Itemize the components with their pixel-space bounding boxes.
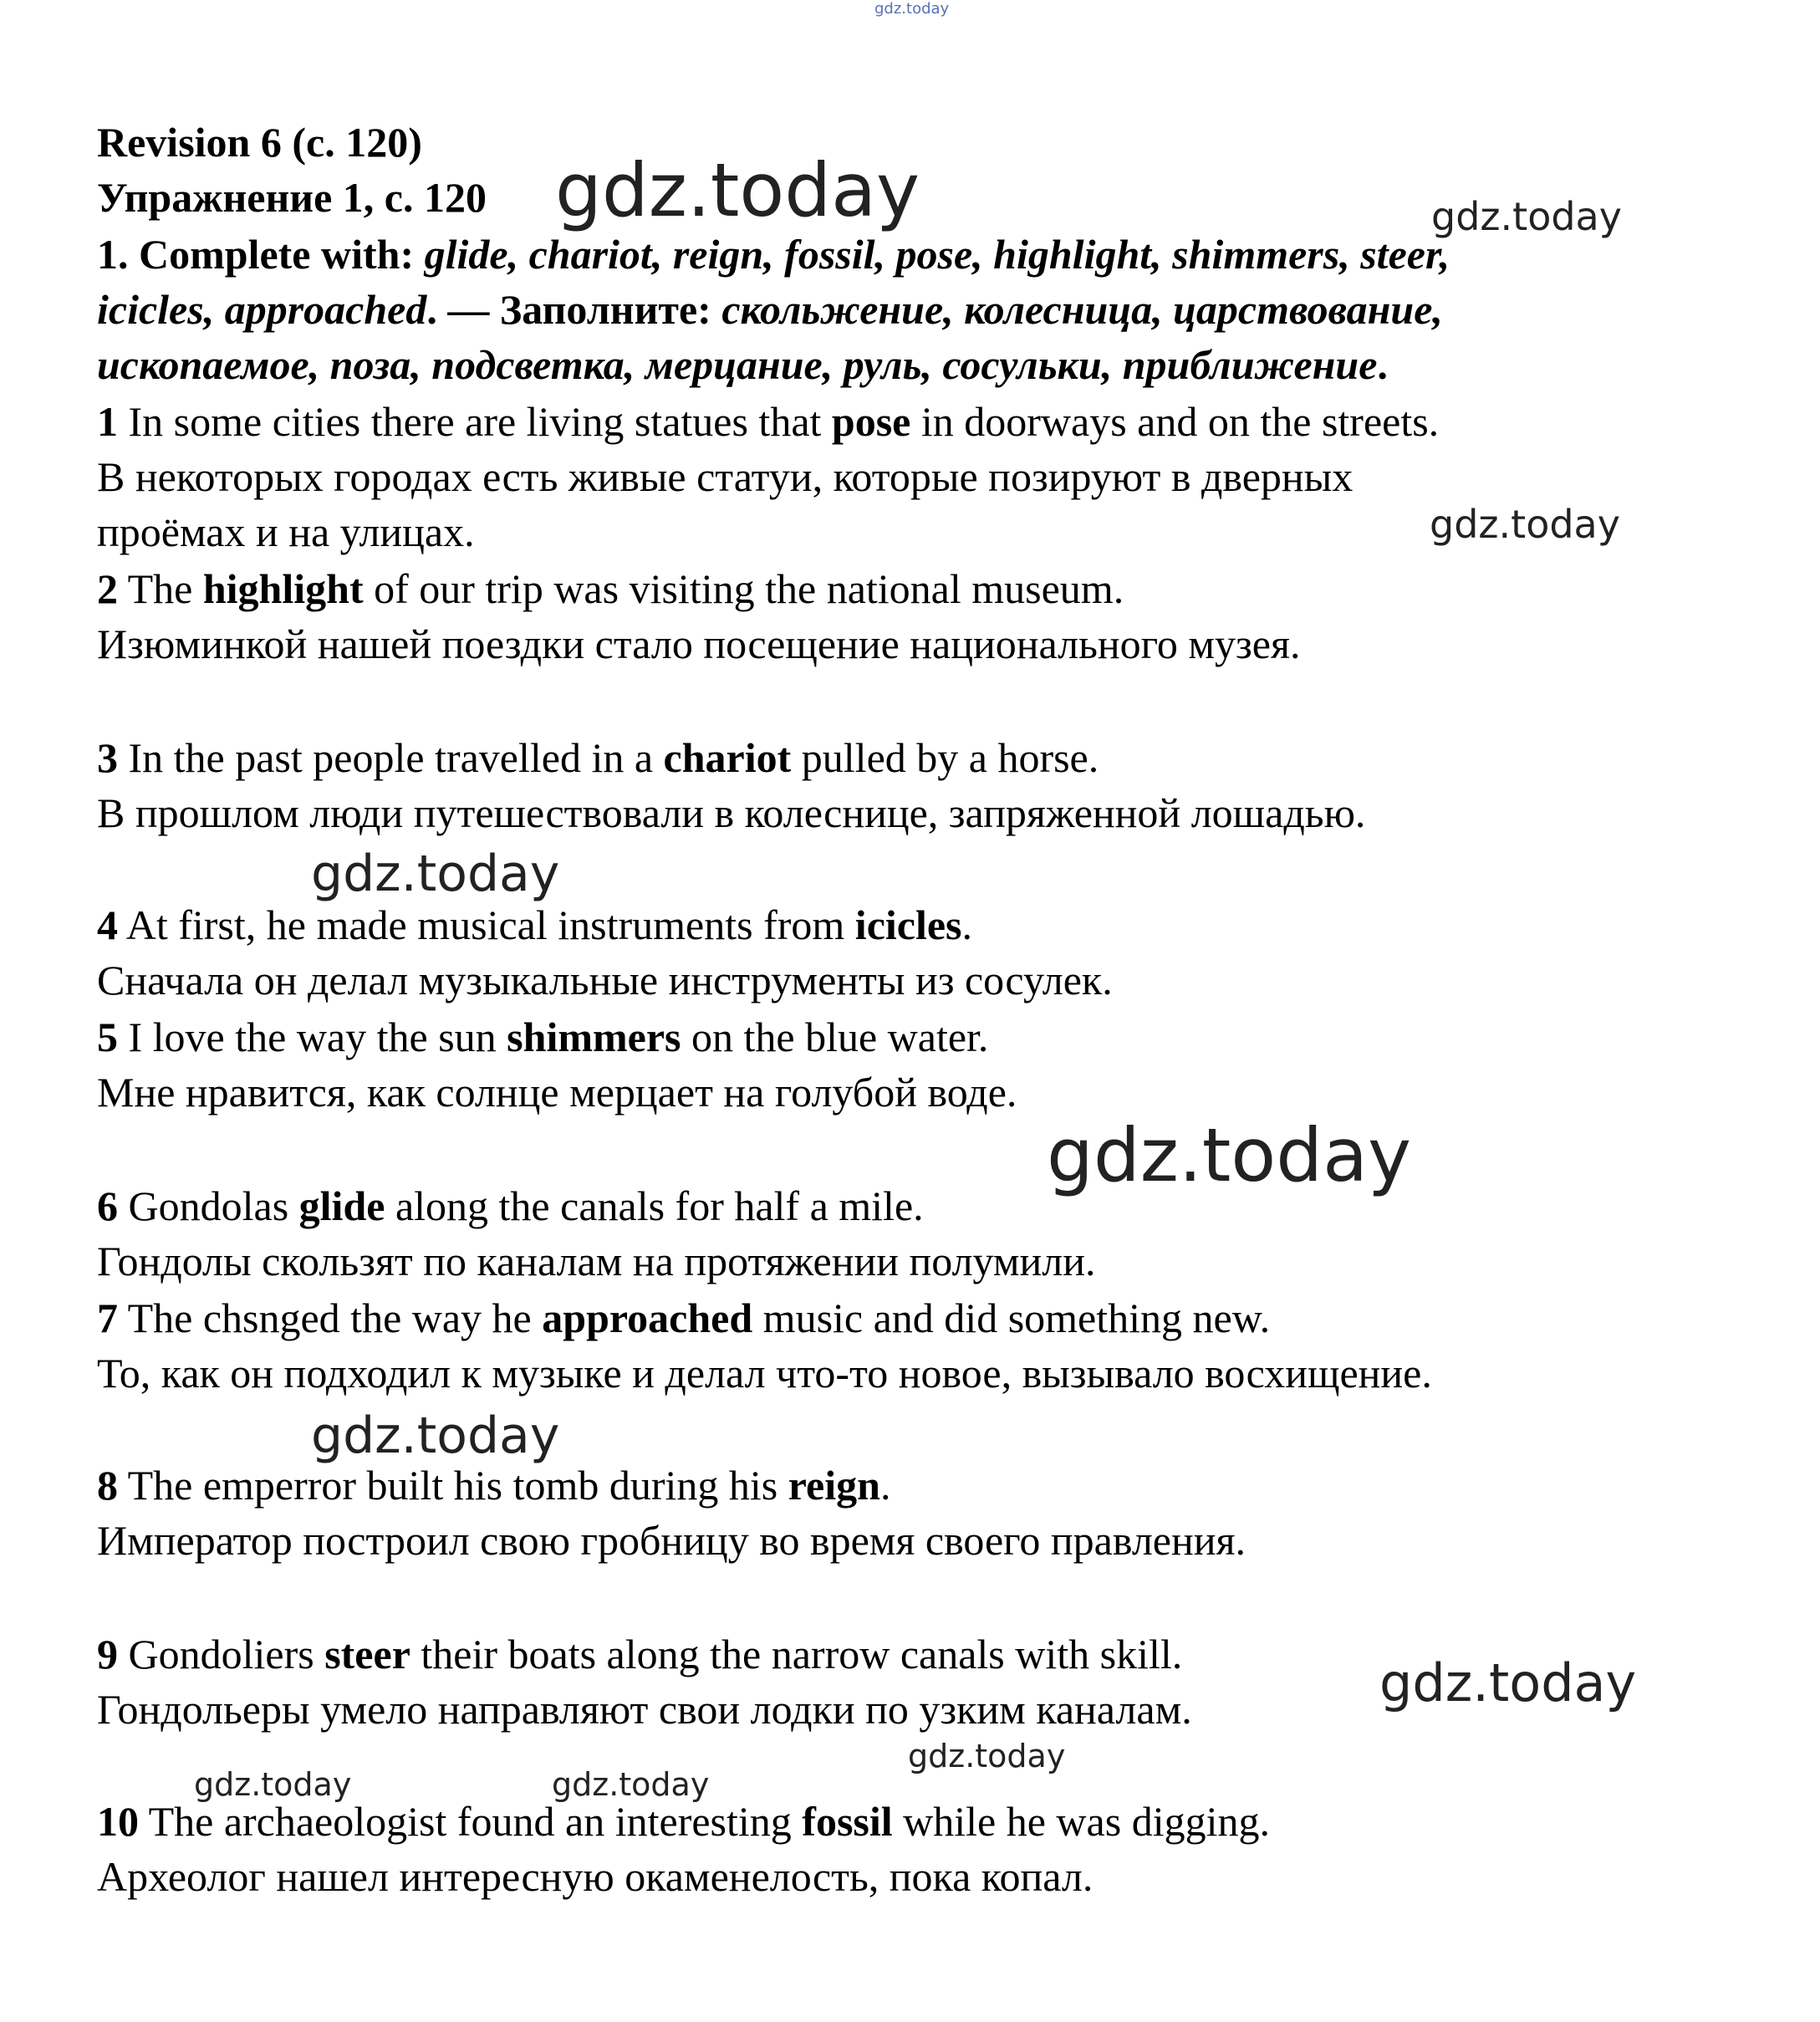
item-7-ru: То, как он подходил к музыке и делал что-то новое, вызывало восхищение.: [97, 1350, 1432, 1397]
answer-word: fossil: [802, 1798, 893, 1845]
item-10-ru: Археолог нашел интересную окаменелость, пока копал.: [97, 1853, 1094, 1900]
answer-word: icicles: [854, 901, 962, 948]
watermark: gdz.today: [908, 1738, 1066, 1774]
item-6-en: [97, 1181, 924, 1231]
item-number: 9: [97, 1631, 118, 1677]
item-3-ru: В прошлом люди путешествовали в колеснице, запряженной лошадью.: [97, 789, 1366, 836]
watermark: gdz.today: [1379, 1652, 1637, 1713]
task-words-ru-1: скольжение, колесница, царствование,: [721, 286, 1443, 333]
watermark: gdz.today: [311, 1407, 560, 1465]
item-10-en: [97, 1796, 1270, 1846]
task-line-3: [97, 340, 1388, 390]
sentence-text: I love the way the sun: [118, 1014, 507, 1060]
sentence-text: music and did something new.: [752, 1294, 1271, 1341]
item-1-ru-cont: проёмах и на улицах.: [97, 508, 475, 555]
item-9-en: [97, 1629, 1182, 1679]
item-number: 5: [97, 1014, 118, 1060]
item-4-ru: Сначала он делал музыкальные инструменты из сосулек.: [97, 957, 1113, 1003]
item-1-ru: В некоторых городах есть живые статуи, которые позируют в дверных: [97, 453, 1354, 500]
sentence-text: Gondolas: [118, 1182, 299, 1229]
answer-word: pose: [831, 398, 911, 445]
sentence-text: At first, he made musical instruments from: [118, 901, 855, 948]
item-number: 2: [97, 565, 118, 612]
task-line-1: [97, 229, 1450, 279]
answer-word: steer: [324, 1631, 410, 1677]
item-number: 10: [97, 1798, 139, 1845]
item-5-en: [97, 1012, 988, 1062]
watermark: gdz.today: [555, 147, 920, 233]
watermark: gdz.today: [194, 1766, 352, 1803]
sentence-text: In the past people travelled in a: [118, 734, 664, 781]
watermark-top: gdz.today: [874, 0, 950, 18]
watermark: gdz.today: [1430, 502, 1620, 547]
item-3-en: [97, 733, 1099, 783]
sentence-text: along the canals for half a mile.: [385, 1182, 924, 1229]
task-end: .: [1377, 341, 1388, 388]
page-title: Revision 6 (с. 120): [97, 119, 422, 166]
answer-word: reign: [788, 1462, 880, 1509]
sentence-text: of our trip was visiting the national museum.: [363, 565, 1124, 612]
item-6-ru: Гондолы скользят по каналам на протяжении полумили.: [97, 1238, 1096, 1284]
item-9-ru: Гондольеры умело направляют свои лодки по узким каналам.: [97, 1686, 1192, 1733]
sentence-text: on the blue water.: [681, 1014, 989, 1060]
answer-word: chariot: [663, 734, 792, 781]
sentence-text: The archaeologist found an interesting: [139, 1798, 803, 1845]
sentence-text: Gondoliers: [118, 1631, 325, 1677]
watermark: gdz.today: [1047, 1112, 1412, 1198]
item-5-ru: Мне нравится, как солнце мерцает на голубой воде.: [97, 1069, 1017, 1116]
answer-word: glide: [298, 1182, 385, 1229]
sentence-text: while he was digging.: [892, 1798, 1270, 1845]
task-line-2: [97, 284, 1443, 334]
item-number: 3: [97, 734, 118, 781]
item-4-en: [97, 900, 972, 950]
exercise-heading: Упражнение 1, с. 120: [97, 174, 487, 221]
sentence-text: .: [961, 901, 973, 948]
sentence-text: The chsnged the way he: [118, 1294, 543, 1341]
task-prefix: 1. Complete with:: [97, 231, 425, 278]
item-1-en: [97, 396, 1439, 447]
item-number: 6: [97, 1182, 118, 1229]
task-ru-label: . — Заполните:: [426, 286, 722, 333]
item-8-ru: Император построил свою гробницу во время своего правления.: [97, 1517, 1246, 1564]
sentence-text: their boats along the narrow canals with skill.: [410, 1631, 1183, 1677]
answer-word: highlight: [202, 565, 364, 612]
item-number: 8: [97, 1462, 118, 1509]
answer-word: approached: [542, 1294, 753, 1341]
watermark: gdz.today: [311, 845, 560, 903]
task-words-en-2: icicles, approached: [97, 286, 427, 333]
sentence-text: In some cities there are living statues that: [118, 398, 832, 445]
sentence-text: pulled by a horse.: [791, 734, 1099, 781]
item-8-en: [97, 1460, 890, 1510]
sentence-text: in doorways and on the streets.: [910, 398, 1440, 445]
item-2-en: [97, 564, 1124, 614]
task-words-ru-2: ископаемое, поза, подсветка, мерцание, руль, сосульки, приближение: [97, 341, 1378, 388]
item-number: 4: [97, 901, 118, 948]
sentence-text: The emperror built his tomb during his: [118, 1462, 788, 1509]
item-number: 1: [97, 398, 118, 445]
item-number: 7: [97, 1294, 118, 1341]
item-7-en: [97, 1293, 1270, 1343]
sentence-text: The: [118, 565, 203, 612]
task-words-en-1: glide, chariot, reign, fossil, pose, highlight, shimmers, steer,: [424, 231, 1450, 278]
watermark: gdz.today: [552, 1766, 710, 1803]
sentence-text: .: [879, 1462, 891, 1509]
watermark: gdz.today: [1431, 194, 1622, 239]
item-2-ru: Изюминкой нашей поездки стало посещение национального музея.: [97, 620, 1301, 667]
answer-word: shimmers: [507, 1014, 681, 1060]
